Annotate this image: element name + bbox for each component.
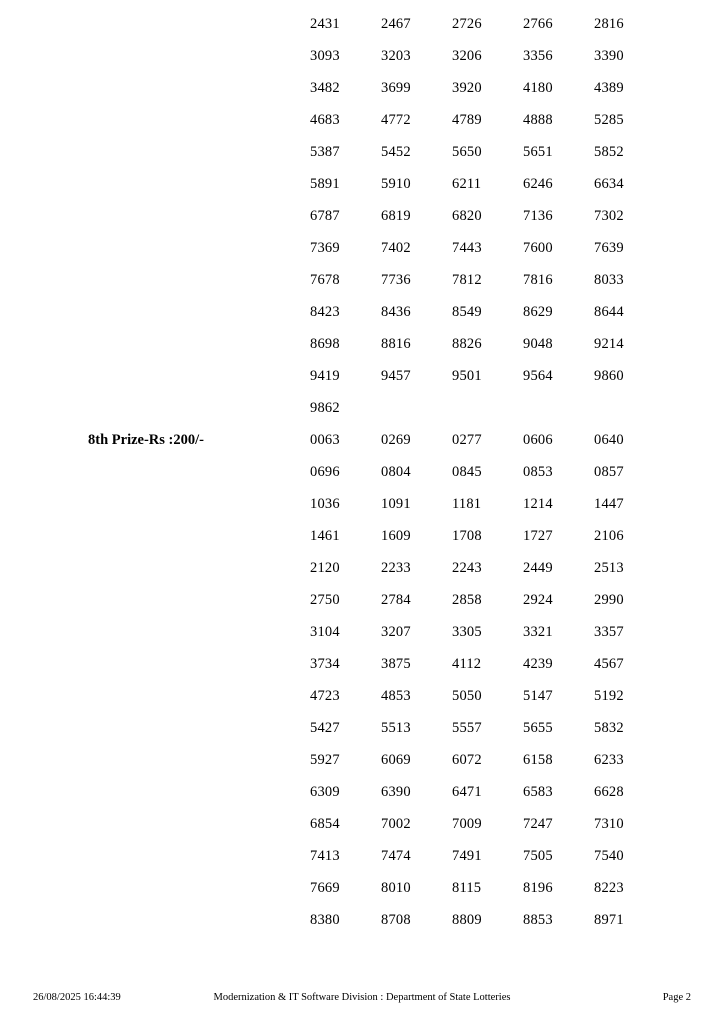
ticket-number: 5910 bbox=[381, 176, 411, 192]
ticket-number: 3203 bbox=[381, 48, 411, 64]
ticket-number: 4239 bbox=[523, 656, 553, 672]
ticket-number-group bbox=[310, 656, 724, 673]
ticket-number: 7736 bbox=[381, 272, 411, 288]
ticket-number: 2924 bbox=[523, 592, 553, 608]
ticket-number: 4789 bbox=[452, 112, 482, 128]
prize-row bbox=[0, 496, 724, 528]
ticket-number: 2858 bbox=[452, 592, 482, 608]
ticket-number-group bbox=[310, 272, 724, 289]
ticket-number: 8115 bbox=[452, 880, 482, 896]
ticket-number: 8853 bbox=[523, 912, 553, 928]
ticket-number: 5650 bbox=[452, 144, 482, 160]
ticket-number-group bbox=[310, 112, 724, 129]
ticket-number: 7369 bbox=[310, 240, 340, 256]
ticket-number: 6309 bbox=[310, 784, 340, 800]
ticket-number: 2243 bbox=[452, 560, 482, 576]
ticket-number: 3390 bbox=[594, 48, 624, 64]
prize-row bbox=[0, 368, 724, 400]
ticket-number: 8380 bbox=[310, 912, 340, 928]
ticket-number: 2990 bbox=[594, 592, 624, 608]
ticket-number: 6583 bbox=[523, 784, 553, 800]
ticket-number: 5452 bbox=[381, 144, 411, 160]
ticket-number: 2449 bbox=[523, 560, 553, 576]
ticket-number: 2816 bbox=[594, 16, 624, 32]
ticket-number: 2431 bbox=[310, 16, 340, 32]
ticket-number: 0606 bbox=[523, 432, 553, 448]
ticket-number: 7302 bbox=[594, 208, 624, 224]
ticket-number: 6471 bbox=[452, 784, 482, 800]
ticket-number: 8629 bbox=[523, 304, 553, 320]
ticket-number: 1036 bbox=[310, 496, 340, 512]
ticket-number: 2726 bbox=[452, 16, 482, 32]
ticket-number: 1609 bbox=[381, 528, 411, 544]
ticket-number: 6787 bbox=[310, 208, 340, 224]
ticket-number-group bbox=[310, 144, 724, 161]
ticket-number bbox=[523, 400, 594, 417]
ticket-number-group bbox=[310, 592, 724, 609]
prize-block bbox=[0, 432, 724, 944]
prize-row bbox=[0, 880, 724, 912]
ticket-number: 9419 bbox=[310, 368, 340, 384]
prize-row bbox=[0, 528, 724, 560]
ticket-number: 2750 bbox=[310, 592, 340, 608]
ticket-number: 5655 bbox=[523, 720, 553, 736]
ticket-number-group bbox=[310, 528, 724, 545]
ticket-number: 5192 bbox=[594, 688, 624, 704]
ticket-number: 4723 bbox=[310, 688, 340, 704]
ticket-number-group bbox=[310, 16, 724, 33]
ticket-number-group bbox=[310, 208, 724, 225]
prize-row bbox=[0, 784, 724, 816]
ticket-number: 1091 bbox=[381, 496, 411, 512]
ticket-number: 8436 bbox=[381, 304, 411, 320]
prize-row bbox=[0, 848, 724, 880]
ticket-number: 9501 bbox=[452, 368, 482, 384]
ticket-number: 0696 bbox=[310, 464, 340, 480]
ticket-number: 6069 bbox=[381, 752, 411, 768]
prize-row bbox=[0, 336, 724, 368]
ticket-number: 2120 bbox=[310, 560, 340, 576]
ticket-number: 8708 bbox=[381, 912, 411, 928]
ticket-number: 4772 bbox=[381, 112, 411, 128]
prize-row bbox=[0, 752, 724, 784]
ticket-number: 7009 bbox=[452, 816, 482, 832]
ticket-number: 1461 bbox=[310, 528, 340, 544]
ticket-number-group bbox=[310, 464, 724, 481]
prize-listing bbox=[0, 16, 724, 944]
prize-row bbox=[0, 112, 724, 144]
ticket-number-group bbox=[310, 336, 724, 353]
prize-row bbox=[0, 464, 724, 496]
ticket-number: 6158 bbox=[523, 752, 553, 768]
ticket-number: 1447 bbox=[594, 496, 624, 512]
ticket-number: 1708 bbox=[452, 528, 482, 544]
ticket-number: 5557 bbox=[452, 720, 482, 736]
prize-row bbox=[0, 912, 724, 944]
ticket-number: 3357 bbox=[594, 624, 624, 640]
prize-row bbox=[0, 144, 724, 176]
prize-row bbox=[0, 400, 724, 432]
prize-row bbox=[0, 48, 724, 80]
ticket-number: 1181 bbox=[452, 496, 482, 512]
ticket-number: 6819 bbox=[381, 208, 411, 224]
ticket-number: 2513 bbox=[594, 560, 624, 576]
prize-row bbox=[0, 592, 724, 624]
ticket-number: 5387 bbox=[310, 144, 340, 160]
ticket-number: 7413 bbox=[310, 848, 340, 864]
ticket-number: 6390 bbox=[381, 784, 411, 800]
ticket-number: 4888 bbox=[523, 112, 553, 128]
ticket-number: 9564 bbox=[523, 368, 553, 384]
ticket-number: 5513 bbox=[381, 720, 411, 736]
prize-block bbox=[0, 16, 724, 432]
ticket-number-group bbox=[310, 848, 724, 865]
ticket-number-group bbox=[310, 240, 724, 257]
ticket-number: 4567 bbox=[594, 656, 624, 672]
prize-label: 8th Prize-Rs :200/- bbox=[88, 432, 204, 448]
ticket-number: 0804 bbox=[381, 464, 411, 480]
prize-row bbox=[0, 720, 724, 752]
footer-timestamp: 26/08/2025 16:44:39 bbox=[33, 992, 121, 1003]
ticket-number: 6233 bbox=[594, 752, 624, 768]
ticket-number-group bbox=[310, 432, 724, 449]
footer-department: Modernization & IT Software Division : Department of State Lotteries bbox=[213, 992, 511, 1003]
ticket-number: 7402 bbox=[381, 240, 411, 256]
ticket-number: 3482 bbox=[310, 80, 340, 96]
ticket-number-group bbox=[310, 880, 724, 897]
ticket-number bbox=[452, 400, 523, 417]
prize-row bbox=[0, 560, 724, 592]
ticket-number: 4853 bbox=[381, 688, 411, 704]
ticket-number: 3920 bbox=[452, 80, 482, 96]
ticket-number-group bbox=[310, 720, 724, 737]
ticket-number: 9214 bbox=[594, 336, 624, 352]
ticket-number-group bbox=[310, 176, 724, 193]
ticket-number: 8698 bbox=[310, 336, 340, 352]
ticket-number-group bbox=[310, 688, 724, 705]
ticket-number: 5891 bbox=[310, 176, 340, 192]
ticket-number: 7639 bbox=[594, 240, 624, 256]
ticket-number: 6246 bbox=[523, 176, 553, 192]
ticket-number: 2233 bbox=[381, 560, 411, 576]
ticket-number: 7443 bbox=[452, 240, 482, 256]
ticket-number: 8971 bbox=[594, 912, 624, 928]
ticket-number: 6072 bbox=[452, 752, 482, 768]
ticket-number-group bbox=[310, 912, 724, 929]
ticket-number: 3305 bbox=[452, 624, 482, 640]
ticket-number: 3093 bbox=[310, 48, 340, 64]
ticket-number: 9048 bbox=[523, 336, 553, 352]
ticket-number: 0853 bbox=[523, 464, 553, 480]
ticket-number bbox=[381, 400, 452, 417]
ticket-number: 7812 bbox=[452, 272, 482, 288]
ticket-number: 8816 bbox=[381, 336, 411, 352]
ticket-number: 6634 bbox=[594, 176, 624, 192]
ticket-number: 1214 bbox=[523, 496, 553, 512]
ticket-number: 3206 bbox=[452, 48, 482, 64]
ticket-number-group bbox=[310, 368, 724, 385]
ticket-number: 5285 bbox=[594, 112, 624, 128]
ticket-number: 6854 bbox=[310, 816, 340, 832]
ticket-number: 3875 bbox=[381, 656, 411, 672]
ticket-number: 3356 bbox=[523, 48, 553, 64]
prize-row bbox=[0, 624, 724, 656]
ticket-number: 7505 bbox=[523, 848, 553, 864]
ticket-number: 4180 bbox=[523, 80, 553, 96]
ticket-number: 9862 bbox=[310, 400, 340, 416]
prize-row bbox=[0, 432, 724, 464]
ticket-number-group bbox=[310, 816, 724, 833]
ticket-number-group bbox=[310, 496, 724, 513]
ticket-number: 7491 bbox=[452, 848, 482, 864]
prize-row bbox=[0, 656, 724, 688]
ticket-number: 7678 bbox=[310, 272, 340, 288]
ticket-number: 6628 bbox=[594, 784, 624, 800]
ticket-number: 0269 bbox=[381, 432, 411, 448]
prize-row bbox=[0, 688, 724, 720]
ticket-number-group bbox=[310, 624, 724, 641]
ticket-number: 7002 bbox=[381, 816, 411, 832]
ticket-number: 0063 bbox=[310, 432, 340, 448]
ticket-number: 3207 bbox=[381, 624, 411, 640]
prize-row bbox=[0, 16, 724, 48]
ticket-number: 8549 bbox=[452, 304, 482, 320]
prize-row bbox=[0, 304, 724, 336]
ticket-number: 0845 bbox=[452, 464, 482, 480]
ticket-number: 8826 bbox=[452, 336, 482, 352]
ticket-number: 7136 bbox=[523, 208, 553, 224]
footer-page-number: Page 2 bbox=[662, 992, 691, 1003]
ticket-number: 8223 bbox=[594, 880, 624, 896]
prize-row bbox=[0, 208, 724, 240]
ticket-number: 0857 bbox=[594, 464, 624, 480]
ticket-number: 7669 bbox=[310, 880, 340, 896]
ticket-number: 4683 bbox=[310, 112, 340, 128]
ticket-number: 8809 bbox=[452, 912, 482, 928]
prize-row bbox=[0, 80, 724, 112]
ticket-number: 5050 bbox=[452, 688, 482, 704]
ticket-number-group bbox=[310, 48, 724, 65]
ticket-number-group bbox=[310, 752, 724, 769]
ticket-number: 5427 bbox=[310, 720, 340, 736]
ticket-number: 8010 bbox=[381, 880, 411, 896]
ticket-number: 3321 bbox=[523, 624, 553, 640]
ticket-number: 9860 bbox=[594, 368, 624, 384]
ticket-number-group bbox=[310, 304, 724, 321]
prize-row bbox=[0, 176, 724, 208]
ticket-number bbox=[594, 400, 665, 417]
ticket-number-group bbox=[310, 400, 724, 417]
ticket-number: 0277 bbox=[452, 432, 482, 448]
ticket-number: 2784 bbox=[381, 592, 411, 608]
ticket-number: 5832 bbox=[594, 720, 624, 736]
ticket-number-group bbox=[310, 80, 724, 97]
ticket-number: 3734 bbox=[310, 656, 340, 672]
ticket-number: 7540 bbox=[594, 848, 624, 864]
ticket-number: 7474 bbox=[381, 848, 411, 864]
ticket-number: 9457 bbox=[381, 368, 411, 384]
ticket-number: 8033 bbox=[594, 272, 624, 288]
ticket-number: 7816 bbox=[523, 272, 553, 288]
ticket-number: 1727 bbox=[523, 528, 553, 544]
prize-row bbox=[0, 240, 724, 272]
ticket-number: 5852 bbox=[594, 144, 624, 160]
ticket-number: 3699 bbox=[381, 80, 411, 96]
ticket-number: 7247 bbox=[523, 816, 553, 832]
ticket-number: 2467 bbox=[381, 16, 411, 32]
ticket-number: 4389 bbox=[594, 80, 624, 96]
ticket-number: 7600 bbox=[523, 240, 553, 256]
ticket-number: 6820 bbox=[452, 208, 482, 224]
ticket-number: 5147 bbox=[523, 688, 553, 704]
ticket-number: 8423 bbox=[310, 304, 340, 320]
prize-row bbox=[0, 272, 724, 304]
prize-row bbox=[0, 816, 724, 848]
ticket-number: 7310 bbox=[594, 816, 624, 832]
ticket-number: 8644 bbox=[594, 304, 624, 320]
ticket-number: 4112 bbox=[452, 656, 482, 672]
ticket-number: 3104 bbox=[310, 624, 340, 640]
ticket-number: 6211 bbox=[452, 176, 482, 192]
ticket-number-group bbox=[310, 560, 724, 577]
ticket-number: 2106 bbox=[594, 528, 624, 544]
ticket-number: 5651 bbox=[523, 144, 553, 160]
ticket-number: 0640 bbox=[594, 432, 624, 448]
page-footer bbox=[0, 992, 724, 1010]
ticket-number: 5927 bbox=[310, 752, 340, 768]
ticket-number-group bbox=[310, 784, 724, 801]
ticket-number: 2766 bbox=[523, 16, 553, 32]
ticket-number: 8196 bbox=[523, 880, 553, 896]
